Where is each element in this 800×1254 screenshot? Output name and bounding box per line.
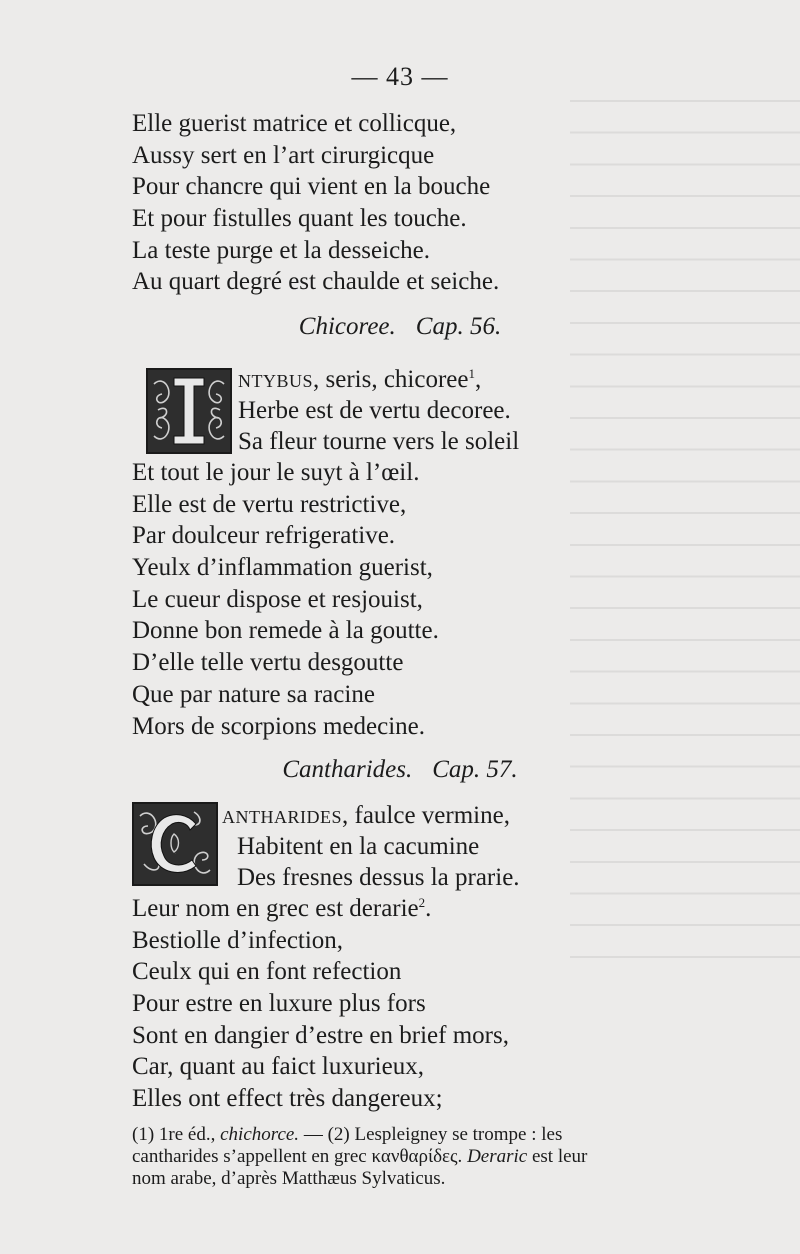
footnote-text: 1re éd.,: [158, 1124, 216, 1145]
verse-line-with-note: [132, 893, 509, 925]
verse-line: Et pour fistulles quant les touche.: [132, 205, 467, 233]
show-through-text: [570, 100, 800, 960]
chapter-57-heading: [0, 756, 800, 784]
dropcap-letter: I: [189, 420, 190, 421]
verse-line: Elle guerist matrice et collicque,: [132, 110, 457, 137]
verse-line: Car, quant au faict luxurieux,: [132, 1053, 424, 1081]
first-line-rest: , seris, chicoree: [313, 366, 469, 393]
footnote-text: est leur: [531, 1146, 588, 1167]
verse-line: Pour chancre qui vient en la bouche: [132, 173, 491, 201]
footnote-italic: Deraric: [467, 1146, 528, 1167]
verse-line: D’elle telle vertu desgoutte: [132, 649, 404, 677]
chapter-title: Cantharides.: [282, 756, 413, 783]
verse-line: Elle est de vertu restrictive,: [132, 490, 407, 518]
chapter-57-first-line: [222, 800, 510, 832]
footnote-italic: chichorce.: [220, 1124, 300, 1145]
chapter-57-verses: [132, 893, 509, 1115]
first-word-smallcaps: antharides: [222, 802, 342, 829]
dropcap-letter: C: [175, 854, 176, 855]
dropcap-c-ornament: [132, 802, 218, 886]
footnote-line: nom arabe, d’après Matthæus Sylvaticus.: [132, 1168, 446, 1189]
verse-line: Mors de scorpions medecine.: [132, 712, 425, 740]
chapter-number: Cap. 57.: [432, 756, 518, 783]
footnote-ref-2: 2: [418, 895, 426, 910]
verse-line: Ceulx qui en font refection: [132, 958, 402, 986]
verse-line: Yeulx d’inflammation guerist,: [132, 554, 433, 582]
footnote-line: [132, 1124, 672, 1146]
chapter-56-verses: [132, 457, 439, 742]
footnotes: [132, 1124, 672, 1190]
chapter-56-heading: [0, 313, 800, 341]
chapter-number: Cap. 56.: [415, 313, 502, 340]
footnote-marker: — (2): [303, 1124, 350, 1145]
verse-line: Au quart degré est chaulde et seiche.: [132, 268, 500, 296]
verse-line: Elles ont effect très dangereux;: [132, 1085, 443, 1113]
verse-line: Sont en dangier d’estre en brief mors,: [132, 1021, 509, 1049]
verse-line: Aussy sert en l’art cirurgicque: [132, 141, 435, 169]
footnote-text: cantharides s’appellent en grec κανθαρίδες.: [132, 1146, 463, 1167]
first-line-end: ,: [475, 366, 482, 393]
verse-line: Herbe est de vertu decoree.: [238, 397, 511, 424]
footnote-marker: (1): [132, 1124, 155, 1145]
first-line-rest: , faulce vermine,: [342, 802, 510, 829]
stanza-1: [132, 108, 499, 298]
verse-line: Des fresnes dessus la prarie.: [237, 864, 520, 891]
first-word-smallcaps: ntybus: [238, 366, 314, 393]
page-number: — 43 —: [351, 62, 449, 91]
footnote-line: [132, 1146, 672, 1168]
footnote-text: Lespleigney se trompe : les: [354, 1124, 563, 1145]
verse-line: Sa fleur tourne vers le soleil: [238, 428, 520, 455]
verse-line: Donne bon remede à la goutte.: [132, 617, 439, 645]
footnote-ref-1: 1: [468, 366, 475, 381]
verse-line: Par doulceur refrigerative.: [132, 522, 396, 550]
verse-line: Bestiolle d’infection,: [132, 926, 344, 954]
chapter-title: Chicoree.: [298, 313, 396, 340]
verse-line: Et tout le jour le suyt à l’œil.: [132, 459, 420, 486]
verse-line: La teste purge et la desseiche.: [132, 236, 431, 264]
verse-end: .: [425, 895, 432, 922]
chapter-56-first-line: [238, 364, 481, 396]
verse-text: Leur nom en grec est derarie: [132, 895, 419, 922]
verse-line: Que par nature sa racine: [132, 680, 375, 708]
dropcap-i-ornament: [146, 368, 232, 454]
verse-line: Pour estre en luxure plus fors: [132, 990, 426, 1018]
verse-line: Habitent en la cacumine: [237, 833, 480, 860]
verse-line: Le cueur dispose et resjouist,: [132, 585, 423, 613]
